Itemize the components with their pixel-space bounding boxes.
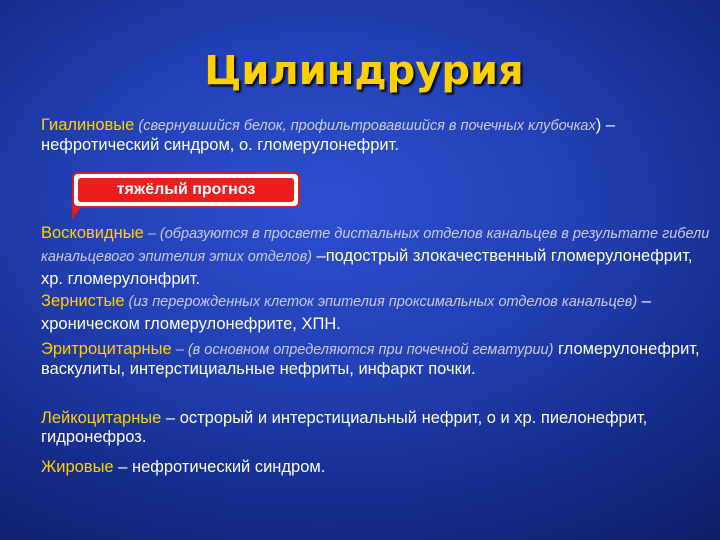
term-conditions: – нефротический синдром. bbox=[113, 458, 326, 476]
item-hyaline bbox=[41, 116, 716, 155]
term-description: (свернувшийся белок, профильтровавшийся в почечных клубочках bbox=[134, 118, 596, 134]
term-description: – (образуются в просвете дистальных отделов канальцев в результате гибели канальцевого эпителия этих отделов) bbox=[41, 226, 710, 265]
term-label: Лейкоцитарные bbox=[41, 409, 162, 427]
term-description: (из перерожденных клеток эпителия проксимальных отделов канальцев) bbox=[124, 294, 638, 310]
term-label: Гиалиновые bbox=[41, 116, 135, 134]
term-label: Жировые bbox=[41, 458, 114, 476]
term-conditions: гломерулонефрит, васкулиты, интерстициальные нефриты, инфаркт почки. bbox=[41, 340, 700, 378]
term-conditions: – хроническом гломерулонефрите, ХПН. bbox=[41, 292, 651, 333]
item-waxy bbox=[41, 222, 716, 290]
term-description: – (в основном определяются при почечной гематурии) bbox=[171, 342, 554, 358]
term-label: Восковидные bbox=[41, 224, 144, 242]
item-granular bbox=[41, 290, 716, 335]
term-conditions: – острорый и интерстициальный нефрит, о и хр. пиелонефрит, гидронефроз. bbox=[41, 409, 648, 446]
item-leukocyte bbox=[41, 409, 716, 447]
slide-title: Цилиндрурия bbox=[204, 48, 524, 94]
term-conditions: –подострый злокачественный гломерулонефрит, хр. гломерулонфрит. bbox=[41, 247, 693, 288]
severe-prognosis-callout bbox=[72, 172, 300, 208]
item-fatty bbox=[41, 458, 716, 477]
term-label: Эритроцитарные bbox=[41, 340, 172, 358]
term-label: Зернистые bbox=[41, 292, 125, 310]
term-conditions: ) – нефротический синдром, о. гломерулонефрит. bbox=[41, 116, 616, 154]
item-erythrocyte bbox=[41, 340, 716, 379]
callout-label: тяжёлый прогноз bbox=[116, 181, 256, 198]
